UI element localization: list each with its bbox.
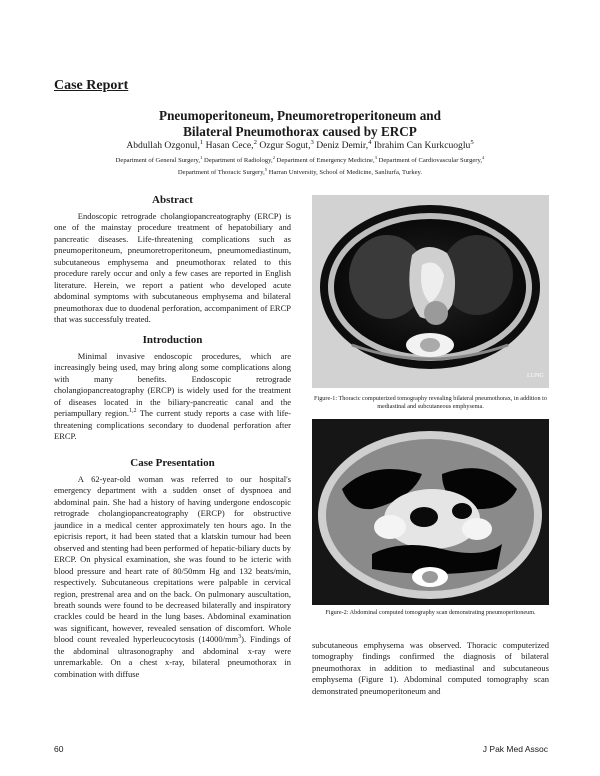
affiliations-line-1: Department of General Surgery,$^1$ Department of Radiology,$^2$ Department of Emergency Medicine,$^3$ Department of Cardiovascular Surgery,$^4$ bbox=[115, 154, 485, 164]
article-title-line-2: Bilateral Pneumothorax caused by ERCP bbox=[183, 124, 417, 139]
figure-1-ct-thorax bbox=[312, 195, 549, 388]
figure-2-ct-abdomen bbox=[312, 419, 549, 605]
author: Ozgur Sogut,$^3$ bbox=[256, 138, 314, 151]
thoracic-ct-image bbox=[312, 195, 549, 388]
author: Hasan Cece,$^2$ bbox=[203, 138, 257, 151]
abdominal-ct-image bbox=[312, 419, 549, 605]
abstract-section bbox=[54, 193, 291, 326]
section-label: Case Report bbox=[54, 78, 129, 93]
journal-name: J Pak Med Assoc bbox=[482, 744, 548, 754]
affiliations-line-2: Department of Thoracic Surgery,$^5$ Harran University, School of Medicine, Sanliurfa, Turkey. bbox=[177, 166, 423, 176]
page-number: 60 bbox=[54, 744, 64, 754]
case-presentation-text: A 62-year-old woman was referred to our hospital's emergency department with a sudden onset of dyspnoea and abdominal pain. She had a history of having undergone endoscopic retrograde cholangiopancreatography (ERCP) for obstructive jaundice in a medical center approximately ten hours ago. In the epicrisis report, it had been stated that a klatskin tumour had been observed and stenting had been performed of hepatic-biliary ducts by ERCP. On physical examination, she was found to be icteric with blood pressure and heart rate of 80/50mm Hg and 132 beats/min, respectively. Subcutaneous crepitations were palpable in cervical region, prestrenal area and on the back. On pulmonary auscultation, breath sounds were found to be decreased bilaterally and inspiratory crackles could be heard in the lung bases. Abdominal examination was significant, however, revealed sensation of discomfort. Whole blood count revealed hyperleucocytosis $(14000/mm^3)$. Findings of the abdominal ultrasonography and abdominal x-ray were unremarkable. On a chest x-ray, bilateral pneumothorax in combination with diffuse bbox=[54, 474, 291, 679]
ct-scan-label: LUNG bbox=[527, 373, 544, 379]
introduction-heading: Introduction bbox=[142, 334, 203, 346]
case-presentation-section bbox=[54, 456, 291, 680]
abstract-heading: Abstract bbox=[152, 194, 193, 206]
abstract-text: Endoscopic retrograde cholangiopancreatography (ERCP) is one of the mainstay procedure treatment of hepatobiliary and pancreatic diseases. Life-threatening complications such as pneumoperitoneum, pneumoretroperitoneum, pneumomediastinum, subcutaneous emphysema and pneumothorax related to this procedure rarely occur and only a few cases are reported in English literature. Herein, we report a patient who developed acute abdominal symptoms with subcutaneous emphysema and bilateral pneumothorax due to duodenal perforation, accompaniment of ERCP that was successfuly treated. bbox=[54, 211, 291, 325]
case-presentation-continuation bbox=[312, 640, 549, 697]
figure-2-caption: Figure-2: Abdominal computed tomography scan demonstrating pneumoperitoneum. bbox=[325, 609, 536, 616]
author: Deniz Demir,$^4$ bbox=[313, 138, 372, 151]
author-list bbox=[60, 140, 540, 152]
author: Abdullah Ozgonul,$^1$ bbox=[126, 138, 204, 151]
case-presentation-heading: Case Presentation bbox=[130, 457, 215, 469]
article-title-line-1: Pneumoperitoneum, Pneumoretroperitoneum and bbox=[159, 108, 441, 123]
introduction-section bbox=[54, 333, 291, 443]
continuation-text: subcutaneous emphysema was observed. Thoracic computerized tomography findings confirmed the diagnosis of bilateral pneumothorax in addition to mediastinal and subcutaneous emphysema (Figure 1). Abdominal computed tomography scan demonstrated pneumoperitoneum and bbox=[312, 640, 549, 696]
figure-1-caption: Figure-1: Thoracic computerized tomography revealing bilateral pneumothorax, in addition to mediastinal and subcutaneous emphysema. bbox=[314, 395, 547, 410]
introduction-text: Minimal invasive endoscopic procedures, which are increasingly being used, may bring along some complications along with many benefits. Endoscopic retrograde cholangiopancreatography (ERCP) is widely used for the treatment of diseases located in the biliary-pancreatic canal and the periampullary region.$^{1,2}$ The current study reports a case with life-threatening complications secondary to duodenal perforation after ERCP. bbox=[54, 351, 292, 442]
author: Ibrahim Can Kurkcuoglu$^5$ bbox=[371, 138, 474, 151]
